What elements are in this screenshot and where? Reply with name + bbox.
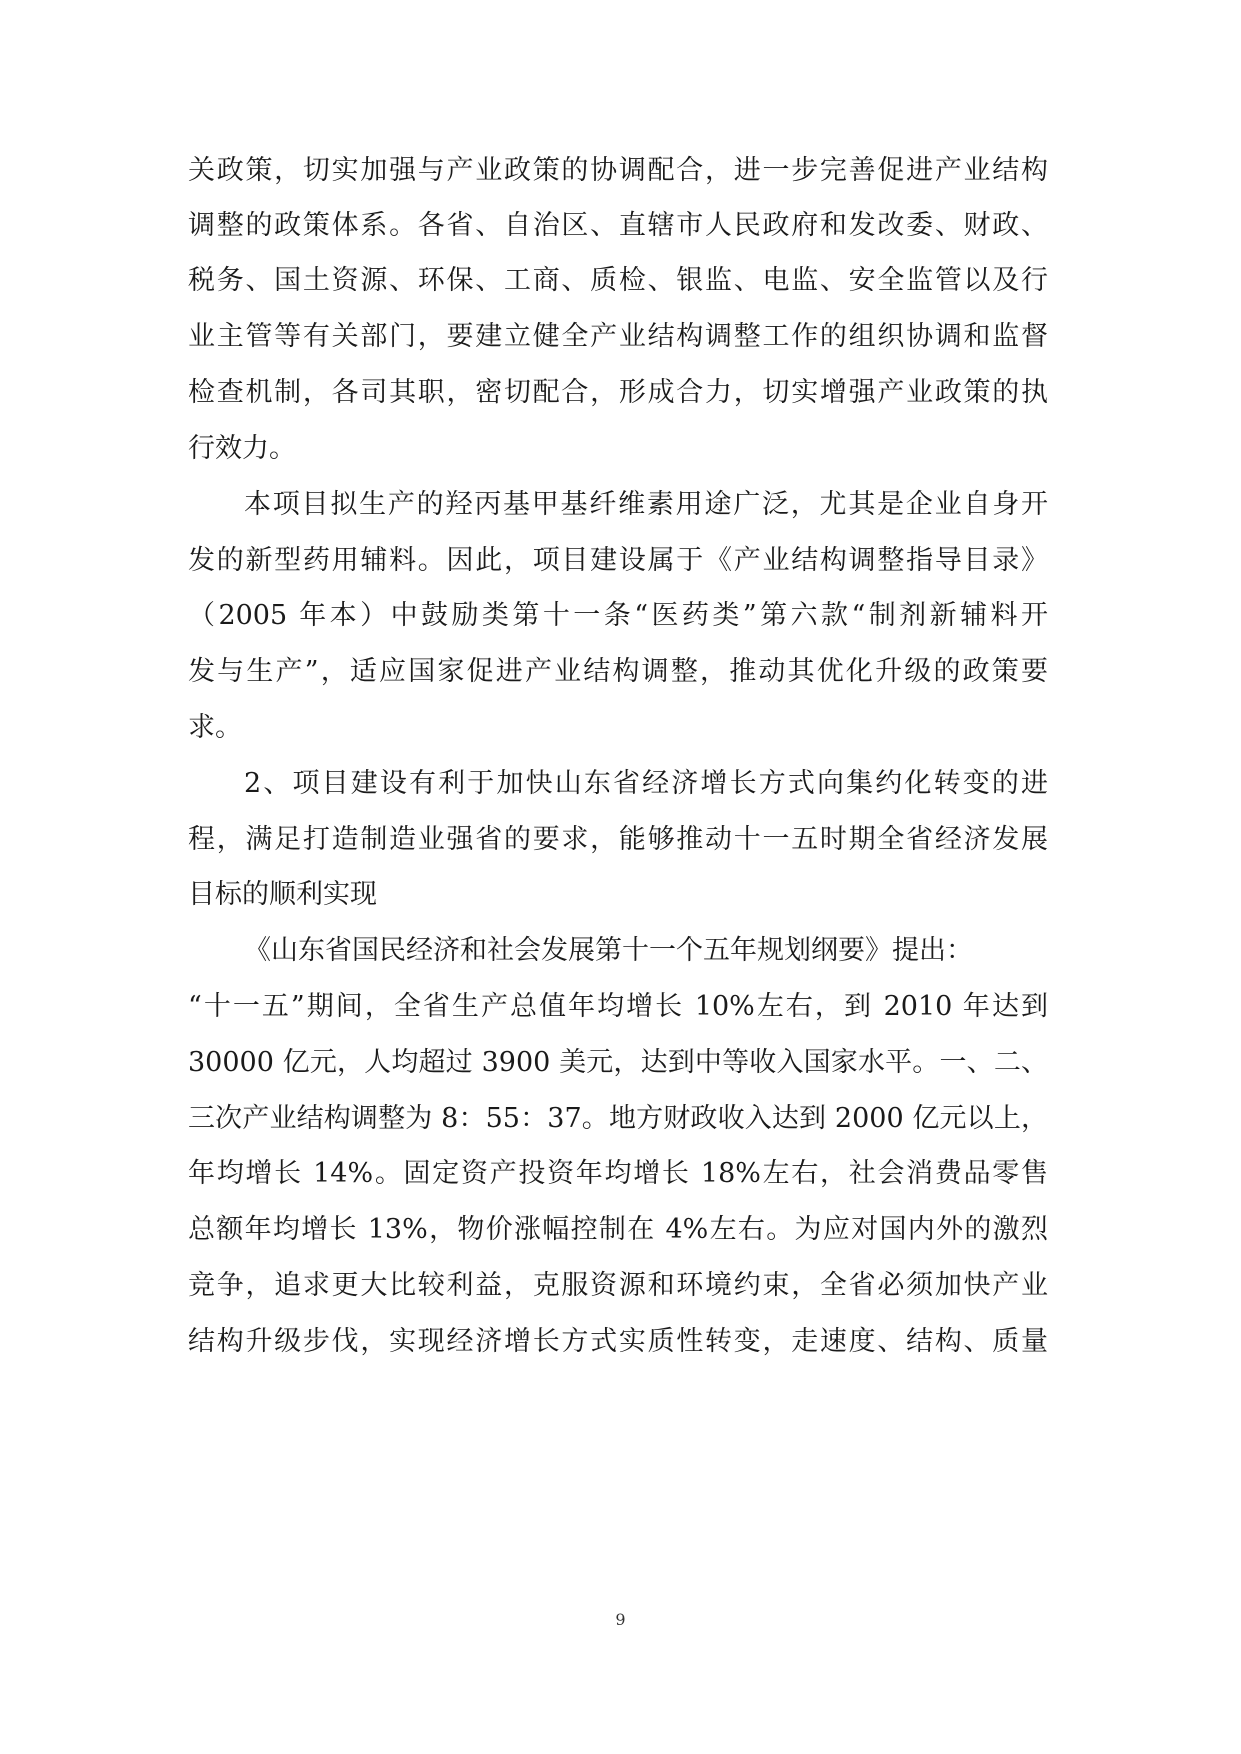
text-line: 求。 xyxy=(188,712,242,743)
paragraph-first-line: 本项目拟生产的羟丙基甲基纤维素用途广泛，尤其是企业自身开 xyxy=(244,489,1048,520)
text-line: 税务、国土资源、环保、工商、质检、银监、电监、安全监管以及行 xyxy=(188,265,1048,296)
section-heading-line: 目标的顺利实现 xyxy=(188,879,377,910)
text-line: 发的新型药用辅料。因此，项目建设属于《产业结构调整指导目录》 xyxy=(188,545,1048,576)
paragraph-first-line: 《山东省国民经济和社会发展第十一个五年规划纲要》提出： xyxy=(244,935,973,966)
text-line: 检查机制，各司其职，密切配合，形成合力，切实增强产业政策的执 xyxy=(188,377,1048,408)
text-line: 30000 亿元，人均超过 3900 美元，达到中等收入国家水平。一、二、 xyxy=(188,1047,1048,1078)
text-line: 三次产业结构调整为 8：55：37。地方财政收入达到 2000 亿元以上， xyxy=(188,1103,1048,1134)
text-line: 发与生产”，适应国家促进产业结构调整，推动其优化升级的政策要 xyxy=(188,656,1048,687)
text-line: 年均增长 14%。固定资产投资年均增长 18%左右，社会消费品零售 xyxy=(188,1158,1048,1189)
page-number: 9 xyxy=(615,1610,626,1629)
text-line: “十一五”期间，全省生产总值年均增长 10%左右，到 2010 年达到 xyxy=(188,991,1048,1022)
text-line: （2005 年本）中鼓励类第十一条“医药类”第六款“制剂新辅料开 xyxy=(188,600,1048,631)
text-line: 结构升级步伐，实现经济增长方式实质性转变，走速度、结构、质量 xyxy=(188,1326,1048,1357)
text-line: 竞争，追求更大比较利益，克服资源和环境约束，全省必须加快产业 xyxy=(188,1270,1048,1301)
text-line: 关政策，切实加强与产业政策的协调配合，进一步完善促进产业结构 xyxy=(188,155,1048,186)
section-heading-line: 程，满足打造制造业强省的要求，能够推动十一五时期全省经济发展 xyxy=(188,824,1048,855)
text-line: 业主管等有关部门，要建立健全产业结构调整工作的组织协调和监督 xyxy=(188,321,1048,352)
text-line: 调整的政策体系。各省、自治区、直辖市人民政府和发改委、财政、 xyxy=(188,210,1048,241)
section-heading-line: 2、项目建设有利于加快山东省经济增长方式向集约化转变的进 xyxy=(244,768,1048,799)
text-line: 行效力。 xyxy=(188,433,296,464)
text-line: 总额年均增长 13%，物价涨幅控制在 4%左右。为应对国内外的激烈 xyxy=(188,1214,1048,1245)
